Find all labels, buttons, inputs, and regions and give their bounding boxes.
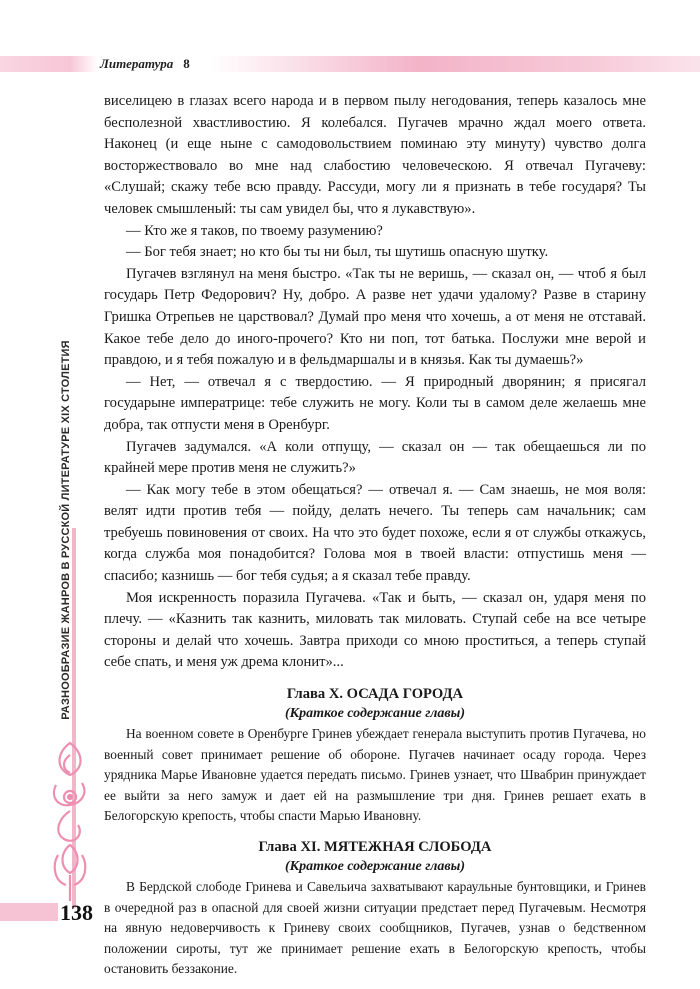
chapter-summary: На военном совете в Оренбурге Гринев убеждает генерала выступить против Пугачева, но военный совет принимает решение об обороне. Пугачев начинает осаду города. Через урядника Марье Ивановне удается передать письмо. Гринев узнает, что Швабрин принуждает ее выйти за него замуж и дает ей на размышление три дня. Гринев решает ехать в Белогорскую крепость, чтобы спасти Марью Ивановну. (104, 726, 646, 824)
chapter-title: Глава XI. МЯТЕЖНАЯ СЛОБОДА (258, 839, 492, 855)
page-content (104, 91, 646, 980)
chapter-title: Глава X. ОСАДА ГОРОДА (286, 686, 464, 703)
chapter-subtitle: (Краткое содержание главы) (284, 706, 466, 722)
paragraph: Пугачев задумался. «А коли отпущу, — сказал он — так обещаешься ли по крайней мере против меня не служить?» (104, 438, 646, 477)
paragraph: Пугачев взглянул на меня быстро. «Так ты не веришь, — сказал он, — чтоб я был государь Петр Федорович? Ну, добро. А разве нет удачи удалому? Разве в старину Гришка Отрепьев не царствовал? Думай про меня что хочешь, а от меня не отставай. Какое тебе дело до иного-прочего? Кто ни поп, тот батька. Послужи мне верой и правдою, и я тебя пожалую и в фельдмаршалы и в князья. Как ты думаешь?» (104, 265, 646, 369)
side-section-title-text: РАЗНООБРАЗИЕ ЖАНРОВ В РУССКОЙ ЛИТЕРАТУРЕ XIX СТОЛЕТИЯ (60, 340, 72, 720)
paragraph: Моя искренность поразила Пугачева. «Так и быть, — сказал он, ударя меня по плечу. — «Казнить так казнить, миловать так миловать. Ступай себе на все четыре стороны и делай что хочешь. Завтра приходи со мною проститься, а теперь ступай себе спать, и меня уж дрема клонит»... (104, 589, 646, 671)
floral-ornament-icon (48, 735, 92, 905)
running-header (96, 56, 198, 72)
paragraph: — Бог тебя знает; но кто бы ты ни был, ты шутишь опасную шутку. (126, 244, 549, 261)
paragraph: — Как могу тебе в этом обещаться? — отвечал я. — Сам знаешь, не моя воля: велят идти против тебя — пойду, делать нечего. Ты теперь сам начальник; сам требуешь повиновения от своих. На что это будет похоже, если я от службы откажусь, когда служба моя понадобится? Голова моя в твоей власти: отпустишь меня — спасибо; казнишь — бог тебя судья; а я сказал тебе правду. (104, 481, 646, 585)
page-number: 138 (60, 900, 93, 925)
paragraph: — Кто же я таков, по твоему разумению? (126, 222, 383, 239)
paragraph: — Нет, — отвечал я с твердостию. — Я природный дворянин; я присягал государыне императрице: тебе служить не могу. Коли ты в самом деле желаешь мне добра, так отпусти меня в Оренбург. (104, 373, 646, 433)
grade-number: 8 (183, 56, 190, 71)
book-title: Литература (100, 56, 174, 71)
chapter-summary: В Бердской слободе Гринева и Савельича захватывают караульные бунтовщики, и Гринев в очередной раз в опасной для своей жизни ситуации предстает перед Пугачевым. Несмотря на явную недоверчивость к Гриневу своих сообщников, Пугачев, узнав о бедственном положении сироты, тут же принимает решение ехать в Белогорскую крепость, чтобы остановить беззаконие. (104, 879, 646, 977)
paragraph: виселицею в глазах всего народа и в первом пылу негодования, теперь казалось мне бесполезной хвастливостию. Я колебался. Пугачев мрачно ждал моего ответа. Наконец (и еще ныне с самодовольствием поминаю эту минуту) чувство долга восторжествовало во мне над слабостию человеческою. Я отвечал Пугачеву: «Слушай; скажу тебе всю правду. Рассуди, могу ли я признать в тебе государя? Ты человек смышленый: ты сам увидел бы, что я лукавствую». (104, 93, 646, 217)
footer-band (0, 903, 58, 921)
chapter-subtitle: (Краткое содержание главы) (284, 859, 466, 874)
